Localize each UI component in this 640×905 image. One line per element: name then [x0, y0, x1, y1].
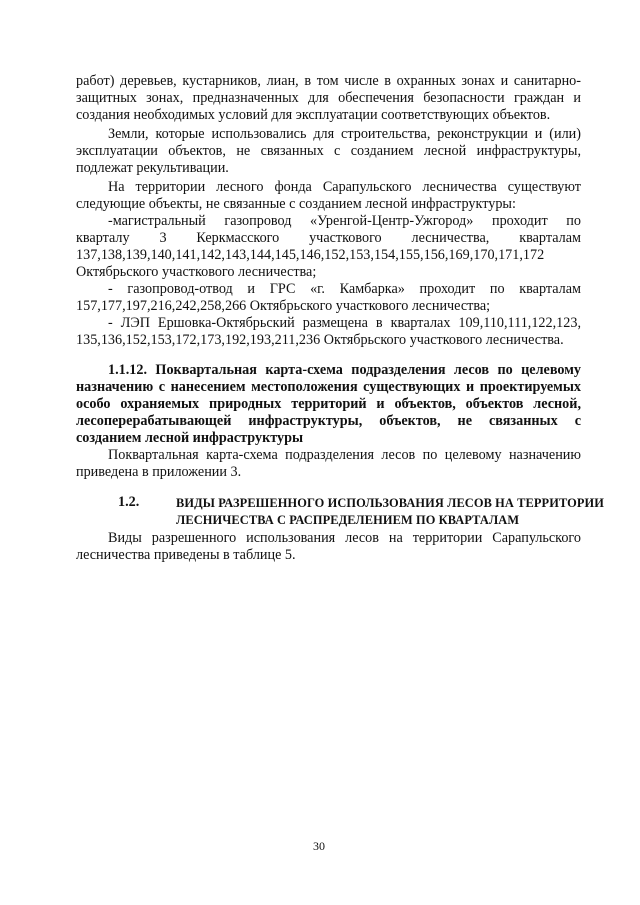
- body-text-line: Поквартальная карта-схема подразделения лесов по целевому назначению: [108, 447, 581, 463]
- body-text-line: приведена в приложении 3.: [76, 464, 242, 480]
- section-heading-line: назначению с нанесением местоположения существующих и проектируемых: [76, 379, 581, 395]
- body-text-line: На территории лесного фонда Сарапульского лесничества существуют: [108, 179, 581, 195]
- section-heading-line: ВИДЫ РАЗРЕШЕННОГО ИСПОЛЬЗОВАНИЯ ЛЕСОВ НА ТЕРРИТОРИИ: [176, 496, 605, 510]
- section-heading-line: особо охраняемых природных территорий и объектов, объектов лесной,: [76, 396, 581, 412]
- page-number: 30: [313, 839, 325, 853]
- section-heading-line: ЛЕСНИЧЕСТВА С РАСПРЕДЕЛЕНИЕМ ПО КВАРТАЛАМ: [176, 513, 520, 527]
- section-heading-line: 1.1.12. Поквартальная карта-схема подразделения лесов по целевому: [108, 362, 581, 378]
- body-text-line: - газопровод-отвод и ГРС «г. Камбарка» проходит по кварталам: [108, 281, 581, 297]
- section-heading-line: созданием лесной инфраструктуры: [76, 430, 304, 446]
- body-text-line: подлежат рекультивации.: [76, 160, 229, 176]
- body-text-line: защитных зонах, предназначенных для обеспечения безопасности граждан и: [76, 90, 581, 106]
- body-text-line: работ) деревьев, кустарников, лиан, в том числе в охранных зонах и санитарно-: [76, 73, 581, 89]
- body-text-line: кварталу 3 Керкмасского участкового лесничества, кварталам: [76, 230, 581, 246]
- body-text-line: 157,177,197,216,242,258,266 Октябрьского участкового лесничества;: [76, 298, 491, 314]
- section-number: 1.2.: [118, 494, 140, 510]
- body-text-line: -магистральный газопровод «Уренгой-Центр-Ужгород» проходит по: [108, 213, 581, 229]
- body-text-line: 137,138,139,140,141,142,143,144,145,146,152,153,154,155,156,169,170,171,172: [76, 247, 545, 263]
- body-text-line: Виды разрешенного использования лесов на территории Сарапульского: [108, 530, 581, 546]
- section-heading-line: лесоперерабатывающей инфраструктуры, объектов, не связанных с: [76, 413, 581, 429]
- body-text-line: - ЛЭП Ершовка-Октябрьский размещена в кварталах 109,110,111,122,123,: [108, 315, 581, 331]
- body-text-line: следующие объекты, не связанные с созданием лесной инфраструктуры:: [76, 196, 516, 212]
- body-text-line: эксплуатации объектов, не связанных с созданием лесной инфраструктуры,: [76, 143, 581, 159]
- body-text-line: Земли, которые использовались для строительства, реконструкции и (или): [108, 126, 581, 142]
- body-text-line: лесничества приведены в таблице 5.: [76, 547, 296, 563]
- body-text-line: 135,136,152,153,172,173,192,193,211,236 Октябрьского участкового лесничества.: [76, 332, 564, 348]
- body-text-line: создания необходимых условий для эксплуатации соответствующих объектов.: [76, 107, 551, 123]
- body-text-line: Октябрьского участкового лесничества;: [76, 264, 317, 280]
